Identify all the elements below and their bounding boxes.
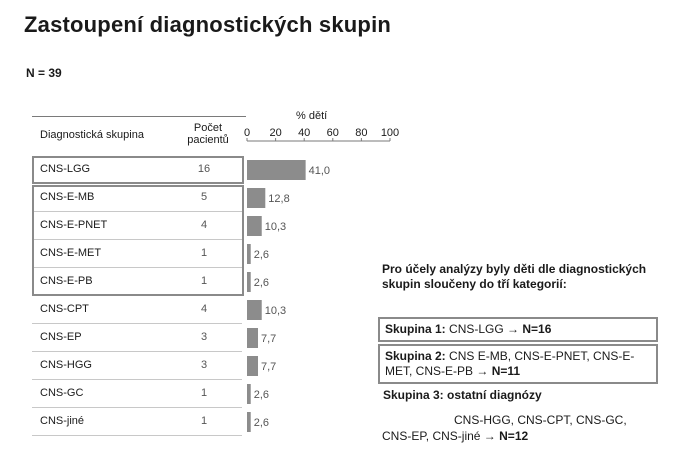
x-tick-label: 20 [269, 127, 282, 139]
data-label: 2,6 [253, 389, 270, 401]
diagnostic-group-name: CNS-HGG [40, 359, 92, 371]
data-label: 41,0 [308, 165, 331, 177]
data-label: 7,7 [261, 361, 277, 373]
data-label: 7,7 [261, 333, 277, 345]
patient-count: 5 [200, 191, 208, 203]
data-bar [247, 300, 262, 320]
legend-group-1 [378, 317, 658, 342]
group3-line2: CNS-EP, CNS-jiné → [382, 429, 500, 443]
data-label: 12,8 [268, 193, 290, 205]
patient-count: 3 [200, 331, 208, 343]
patient-count: 1 [200, 415, 208, 427]
x-tick-label: 100 [380, 127, 400, 139]
data-bar [247, 328, 258, 348]
data-label: 2,6 [253, 417, 270, 429]
diagnostic-group-name: CNS-GC [40, 387, 84, 399]
axis-title: % dětí [296, 110, 328, 122]
legend-group-2 [378, 344, 658, 384]
diagnostic-group-name: CNS-E-PB [40, 275, 93, 287]
x-tick-label: 60 [326, 127, 339, 139]
group3-line1: CNS-HGG, CNS-CPT, CNS-GC, [454, 413, 627, 427]
patient-count: 4 [200, 219, 208, 231]
diagnostic-group-name: CNS-E-MET [40, 247, 102, 259]
data-bar [247, 384, 251, 404]
group1-label: Skupina 1: [385, 322, 446, 336]
grouping-legend [382, 262, 672, 443]
data-label: 10,3 [264, 305, 287, 317]
legend-group-3-detail [382, 412, 662, 444]
x-tick-label: 0 [243, 127, 251, 139]
patient-count: 16 [197, 163, 211, 175]
sample-size-label: N = 39 [26, 66, 62, 80]
diagnostic-group-name: CNS-E-PNET [40, 219, 108, 231]
patient-count: 1 [200, 275, 208, 287]
data-bar [247, 356, 258, 376]
diagnostic-group-name: CNS-E-MB [40, 191, 95, 203]
data-bar [247, 160, 306, 180]
patient-count: 4 [200, 303, 208, 315]
group3-label: Skupina 3: ostatní diagnózy [383, 388, 542, 402]
data-bar [247, 244, 251, 264]
diagnostic-group-name: CNS-jiné [40, 415, 85, 427]
legend-group-3 [378, 385, 658, 406]
x-tick-label: 40 [298, 127, 311, 139]
patient-count: 1 [200, 387, 208, 399]
group2-label: Skupina 2: [385, 349, 446, 363]
diagnostic-group-name: CNS-LGG [40, 163, 91, 175]
group2-n: N=11 [491, 364, 521, 378]
header-patient-count: Počet pacientů [187, 122, 229, 146]
group1-text: CNS-LGG → [445, 322, 523, 336]
page-title: Zastoupení diagnostických skupin [24, 12, 392, 37]
data-label: 2,6 [253, 249, 270, 261]
legend-intro: Pro účely analýzy byly děti dle diagnostických skupin sloučeny do tří kategorií: [382, 262, 647, 291]
data-bar [247, 272, 251, 292]
data-bar [247, 412, 251, 432]
data-label: 10,3 [264, 221, 287, 233]
group1-n: N=16 [522, 322, 552, 336]
patient-count: 3 [200, 359, 208, 371]
header-diagnostic-group: Diagnostická skupina [40, 129, 144, 141]
data-bar [247, 188, 265, 208]
diagnostic-group-name: CNS-EP [40, 331, 82, 343]
group3-n: N=12 [499, 429, 529, 443]
data-bar [247, 216, 262, 236]
patient-count: 1 [200, 247, 208, 259]
group2-text: CNS E-MB, CNS-E-PNET, CNS-E-MET, CNS-E-PB → [385, 349, 635, 378]
x-tick-label: 80 [355, 127, 368, 139]
diagnostic-group-name: CNS-CPT [40, 303, 89, 315]
data-label: 2,6 [253, 277, 270, 289]
